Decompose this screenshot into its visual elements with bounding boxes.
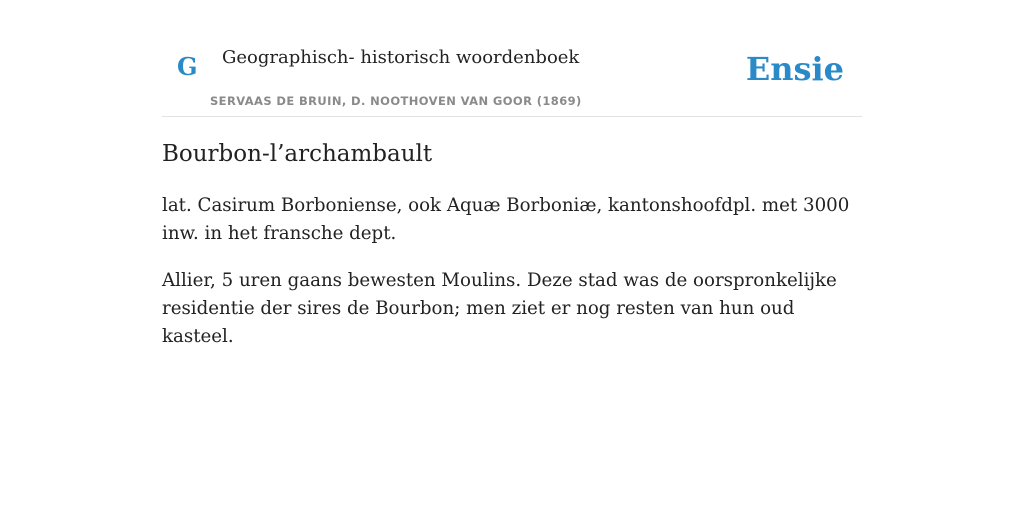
entry-body xyxy=(162,192,867,370)
entry-title: Bourbon-l’archambault xyxy=(162,141,433,167)
book-author: SERVAAS DE BRUIN, D. NOOTHOVEN VAN GOOR (1869) xyxy=(210,94,582,108)
book-logo[interactable]: G xyxy=(177,52,198,81)
ensie-logo-link[interactable]: Ensie xyxy=(745,50,844,88)
entry-paragraph: Allier, 5 uren gaans bewesten Moulins. Deze stad was de oorspronkelijke residentie der sires de Bourbon; men ziet er nog resten van hun oud kasteel. xyxy=(162,270,837,347)
entry-paragraph: lat. Casirum Borboniense, ook Aquæ Borboniæ, kantonshoofdpl. met 3000 inw. in het fransche dept. xyxy=(162,195,850,244)
book-title-link[interactable]: Geographisch- historisch woordenboek xyxy=(222,47,580,68)
page-header xyxy=(162,0,862,117)
